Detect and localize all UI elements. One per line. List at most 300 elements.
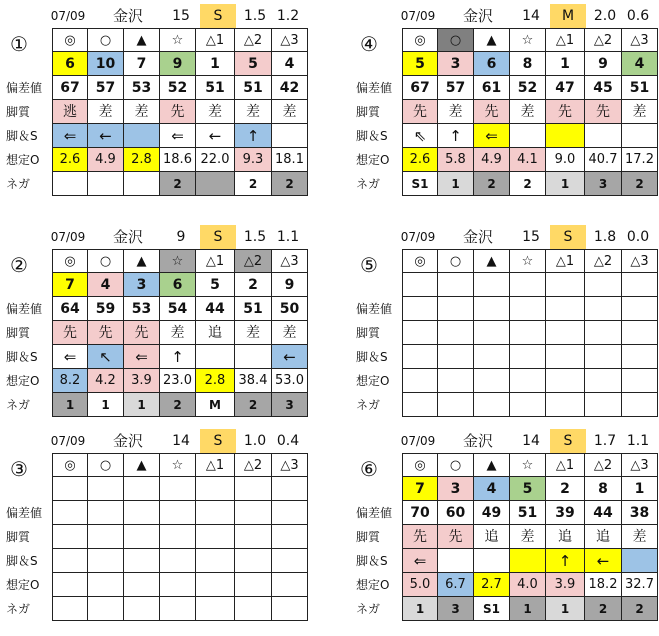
- cell-kyaku: 先: [160, 100, 196, 124]
- cell-arrows: [510, 549, 546, 573]
- header-date: 07/09: [50, 434, 86, 448]
- cell-nums: 7: [402, 477, 438, 501]
- cell-kyaku: 先: [402, 525, 438, 549]
- cell-odds: [585, 369, 622, 393]
- cell-kyaku: [402, 321, 438, 345]
- cell-hensa: [160, 501, 196, 525]
- cell-hensa: [52, 501, 88, 525]
- row-label: 想定O: [356, 578, 390, 592]
- cell-nega: [438, 393, 474, 417]
- cell-arrows: [510, 345, 546, 369]
- row-label: 想定O: [356, 374, 390, 388]
- row-label: ネガ: [356, 177, 381, 191]
- header-date: 07/09: [400, 434, 436, 448]
- cell-odds: 9.3: [235, 148, 272, 172]
- cell-odds: [546, 369, 585, 393]
- cell-kyaku: 先: [88, 321, 124, 345]
- race-panel: [350, 225, 659, 425]
- cell-symbols: ☆: [160, 249, 196, 273]
- cell-kyaku: [235, 525, 272, 549]
- cell-symbols: △2: [235, 249, 272, 273]
- cell-nega: [88, 597, 124, 621]
- cell-symbols: △1: [546, 249, 585, 273]
- cell-symbols: △2: [585, 249, 622, 273]
- cell-nums: 1: [546, 52, 585, 76]
- cell-kyaku: 差: [510, 100, 546, 124]
- cell-nega: [402, 393, 438, 417]
- cell-odds: 2.7: [474, 573, 510, 597]
- panel-number: ②: [10, 253, 28, 277]
- cell-odds: 32.7: [622, 573, 658, 597]
- header-date: 07/09: [400, 9, 436, 23]
- cell-symbols: ▲: [124, 453, 160, 477]
- cell-kyaku: 先: [585, 100, 622, 124]
- cell-odds: 4.9: [474, 148, 510, 172]
- header-venue: 金沢: [112, 228, 143, 246]
- cell-nums: 5: [402, 52, 438, 76]
- header-v1: 1.5: [243, 229, 267, 245]
- cell-symbols: ◎: [402, 453, 438, 477]
- cell-arrows: [474, 549, 510, 573]
- cell-odds: 8.2: [52, 369, 88, 393]
- cell-arrows: ←: [272, 345, 308, 369]
- cell-arrows: ⇖: [402, 124, 438, 148]
- cell-odds: [235, 573, 272, 597]
- cell-nega: [585, 393, 622, 417]
- row-label: 脚＆S: [6, 129, 38, 143]
- cell-nega: [52, 597, 88, 621]
- cell-kyaku: 先: [474, 100, 510, 124]
- cell-symbols: △1: [546, 28, 585, 52]
- header-label: S: [200, 225, 236, 249]
- cell-arrows: [196, 345, 235, 369]
- cell-kyaku: 差: [510, 525, 546, 549]
- cell-nums: 4: [272, 52, 308, 76]
- cell-kyaku: 差: [622, 525, 658, 549]
- header-count: 14: [172, 433, 190, 449]
- cell-odds: 2.8: [196, 369, 235, 393]
- cell-nums: 9: [160, 52, 196, 76]
- cell-arrows: [272, 549, 308, 573]
- header-v1: 1.8: [593, 229, 617, 245]
- cell-hensa: 49: [474, 501, 510, 525]
- cell-arrows: [546, 124, 585, 148]
- cell-nums: 2: [546, 477, 585, 501]
- cell-hensa: 60: [438, 501, 474, 525]
- row-label: 脚＆S: [356, 129, 388, 143]
- cell-nums: 1: [622, 477, 658, 501]
- cell-symbols: ○: [438, 453, 474, 477]
- cell-symbols: △2: [585, 28, 622, 52]
- cell-arrows: [438, 345, 474, 369]
- cell-hensa: 61: [474, 76, 510, 100]
- cell-hensa: 70: [402, 501, 438, 525]
- row-label: 偏差値: [356, 506, 393, 520]
- row-label: 脚質: [6, 530, 31, 544]
- cell-odds: 2.6: [402, 148, 438, 172]
- cell-nums: 6: [474, 52, 510, 76]
- cell-arrows: ⇐: [402, 549, 438, 573]
- cell-kyaku: 先: [402, 100, 438, 124]
- cell-hensa: 51: [196, 76, 235, 100]
- cell-symbols: △1: [546, 453, 585, 477]
- cell-kyaku: 追: [546, 525, 585, 549]
- cell-kyaku: [474, 321, 510, 345]
- cell-kyaku: 追: [196, 321, 235, 345]
- cell-nums: [88, 477, 124, 501]
- cell-nums: [438, 273, 474, 297]
- cell-hensa: 67: [52, 76, 88, 100]
- cell-arrows: [622, 549, 658, 573]
- cell-kyaku: 差: [235, 100, 272, 124]
- row-label: 偏差値: [356, 81, 393, 95]
- cell-nums: 4: [88, 273, 124, 297]
- cell-nums: [160, 477, 196, 501]
- header-date: 07/09: [50, 9, 86, 23]
- row-label: ネガ: [6, 602, 31, 616]
- cell-hensa: [546, 297, 585, 321]
- cell-kyaku: [52, 525, 88, 549]
- cell-hensa: 47: [546, 76, 585, 100]
- cell-symbols: ☆: [510, 249, 546, 273]
- cell-arrows: [622, 345, 658, 369]
- row-label: ネガ: [356, 602, 381, 616]
- cell-nums: 5: [235, 52, 272, 76]
- cell-hensa: [124, 501, 160, 525]
- cell-nega: 1: [438, 172, 474, 196]
- cell-hensa: 52: [510, 76, 546, 100]
- cell-hensa: 57: [438, 76, 474, 100]
- row-label: 脚質: [356, 105, 381, 119]
- header-venue: 金沢: [462, 228, 493, 246]
- cell-symbols: ◎: [52, 249, 88, 273]
- row-label: 想定O: [6, 153, 40, 167]
- row-label: 偏差値: [6, 506, 43, 520]
- row-label: ネガ: [356, 398, 381, 412]
- cell-nums: [474, 273, 510, 297]
- cell-nega: 3: [585, 172, 622, 196]
- cell-nega: 2: [272, 172, 308, 196]
- header-venue: 金沢: [462, 432, 493, 450]
- cell-odds: [52, 573, 88, 597]
- cell-nega: [510, 393, 546, 417]
- header-date: 07/09: [50, 230, 86, 244]
- cell-symbols: ○: [88, 453, 124, 477]
- cell-odds: 18.2: [585, 573, 622, 597]
- cell-kyaku: 逃: [52, 100, 88, 124]
- cell-arrows: ⇐: [52, 124, 88, 148]
- cell-hensa: [510, 297, 546, 321]
- cell-symbols: ☆: [510, 453, 546, 477]
- cell-symbols: ◎: [52, 453, 88, 477]
- cell-arrows: [585, 124, 622, 148]
- cell-symbols: ◎: [402, 28, 438, 52]
- cell-hensa: 59: [88, 297, 124, 321]
- cell-symbols: ☆: [160, 453, 196, 477]
- cell-odds: 3.9: [124, 369, 160, 393]
- header-v1: 1.5: [243, 8, 267, 24]
- cell-nega: 2: [474, 172, 510, 196]
- cell-hensa: 44: [585, 501, 622, 525]
- cell-nums: 2: [235, 273, 272, 297]
- header-count: 14: [522, 433, 540, 449]
- cell-arrows: [402, 345, 438, 369]
- cell-hensa: [196, 501, 235, 525]
- cell-nums: 7: [52, 273, 88, 297]
- row-label: 脚質: [356, 326, 381, 340]
- cell-hensa: 51: [235, 297, 272, 321]
- cell-nega: 2: [622, 597, 658, 621]
- row-label: 想定O: [356, 153, 390, 167]
- cell-arrows: [474, 345, 510, 369]
- cell-kyaku: 先: [546, 100, 585, 124]
- cell-symbols: △1: [196, 249, 235, 273]
- cell-hensa: 51: [235, 76, 272, 100]
- cell-odds: 40.7: [585, 148, 622, 172]
- cell-hensa: 51: [510, 501, 546, 525]
- cell-symbols: ○: [88, 249, 124, 273]
- cell-nums: 4: [622, 52, 658, 76]
- cell-nega: 2: [160, 393, 196, 417]
- cell-hensa: 53: [124, 76, 160, 100]
- header-v1: 1.7: [593, 433, 617, 449]
- cell-odds: 23.0: [160, 369, 196, 393]
- cell-kyaku: [88, 525, 124, 549]
- cell-nums: [510, 273, 546, 297]
- cell-nega: S1: [402, 172, 438, 196]
- race-panel: [0, 225, 310, 425]
- cell-symbols: ▲: [474, 453, 510, 477]
- cell-odds: 5.0: [402, 573, 438, 597]
- row-label: 脚質: [6, 105, 31, 119]
- cell-nums: 8: [585, 477, 622, 501]
- cell-kyaku: [585, 321, 622, 345]
- cell-odds: 4.2: [88, 369, 124, 393]
- cell-arrows: ↑: [546, 549, 585, 573]
- row-label: 脚＆S: [356, 350, 388, 364]
- cell-symbols: △3: [622, 28, 658, 52]
- cell-hensa: 57: [88, 76, 124, 100]
- cell-nums: 9: [272, 273, 308, 297]
- cell-odds: 18.6: [160, 148, 196, 172]
- header-venue: 金沢: [112, 432, 143, 450]
- cell-odds: [510, 369, 546, 393]
- cell-nums: [124, 477, 160, 501]
- cell-hensa: [88, 501, 124, 525]
- cell-nums: [272, 477, 308, 501]
- cell-kyaku: [124, 525, 160, 549]
- cell-arrows: [160, 549, 196, 573]
- cell-arrows: ⇐: [52, 345, 88, 369]
- cell-kyaku: [510, 321, 546, 345]
- cell-symbols: △3: [272, 453, 308, 477]
- row-label: 脚質: [6, 326, 31, 340]
- cell-symbols: △3: [622, 249, 658, 273]
- cell-arrows: [585, 345, 622, 369]
- cell-nums: 6: [52, 52, 88, 76]
- header-v2: 1.2: [276, 8, 300, 24]
- row-label: ネガ: [6, 177, 31, 191]
- cell-hensa: [585, 297, 622, 321]
- cell-hensa: 53: [124, 297, 160, 321]
- row-label: 脚＆S: [6, 554, 38, 568]
- cell-kyaku: 差: [272, 321, 308, 345]
- panel-number: ⑥: [360, 457, 378, 481]
- cell-kyaku: [438, 321, 474, 345]
- cell-hensa: 44: [196, 297, 235, 321]
- row-label: 偏差値: [6, 81, 43, 95]
- cell-hensa: 64: [52, 297, 88, 321]
- row-label: 偏差値: [6, 302, 43, 316]
- cell-nega: [272, 597, 308, 621]
- cell-nega: 1: [402, 597, 438, 621]
- cell-kyaku: [272, 525, 308, 549]
- cell-hensa: [235, 501, 272, 525]
- cell-nums: 3: [438, 52, 474, 76]
- cell-kyaku: 差: [124, 100, 160, 124]
- cell-symbols: ▲: [474, 249, 510, 273]
- cell-nums: 1: [196, 52, 235, 76]
- cell-nums: 7: [124, 52, 160, 76]
- cell-hensa: 42: [272, 76, 308, 100]
- cell-nega: [160, 597, 196, 621]
- header-label: S: [550, 429, 586, 453]
- header-count: 14: [522, 8, 540, 24]
- cell-kyaku: 差: [88, 100, 124, 124]
- cell-odds: 6.7: [438, 573, 474, 597]
- cell-odds: [196, 573, 235, 597]
- cell-nega: 2: [585, 597, 622, 621]
- cell-hensa: [402, 297, 438, 321]
- race-panel: [350, 429, 659, 629]
- cell-nega: [235, 597, 272, 621]
- cell-arrows: ⇐: [474, 124, 510, 148]
- cell-hensa: 54: [160, 297, 196, 321]
- cell-hensa: [474, 297, 510, 321]
- cell-hensa: [272, 501, 308, 525]
- cell-nega: [124, 172, 160, 196]
- cell-symbols: ▲: [124, 249, 160, 273]
- cell-nega: 1: [88, 393, 124, 417]
- cell-arrows: [546, 345, 585, 369]
- header-v1: 2.0: [593, 8, 617, 24]
- cell-nega: 2: [235, 172, 272, 196]
- cell-arrows: [124, 549, 160, 573]
- cell-kyaku: 先: [438, 525, 474, 549]
- cell-odds: 18.1: [272, 148, 308, 172]
- cell-kyaku: [546, 321, 585, 345]
- cell-arrows: ←: [585, 549, 622, 573]
- cell-kyaku: 先: [52, 321, 88, 345]
- cell-nums: [622, 273, 658, 297]
- cell-nega: M: [196, 393, 235, 417]
- header-v2: 0.4: [276, 433, 300, 449]
- cell-arrows: ⇐: [160, 124, 196, 148]
- cell-nega: 2: [510, 172, 546, 196]
- header-count: 15: [522, 229, 540, 245]
- cell-nums: 3: [124, 273, 160, 297]
- cell-arrows: [438, 549, 474, 573]
- cell-symbols: △1: [196, 453, 235, 477]
- cell-odds: 4.9: [88, 148, 124, 172]
- cell-odds: 9.0: [546, 148, 585, 172]
- cell-arrows: ↑: [160, 345, 196, 369]
- row-label: ネガ: [6, 398, 31, 412]
- cell-symbols: △1: [196, 28, 235, 52]
- header-label: M: [550, 4, 586, 28]
- header-label: S: [550, 225, 586, 249]
- cell-arrows: [52, 549, 88, 573]
- race-panel: [0, 4, 310, 204]
- cell-hensa: 50: [272, 297, 308, 321]
- cell-arrows: [196, 549, 235, 573]
- cell-arrows: ↑: [438, 124, 474, 148]
- header-date: 07/09: [400, 230, 436, 244]
- cell-kyaku: 差: [160, 321, 196, 345]
- cell-symbols: ☆: [160, 28, 196, 52]
- cell-symbols: ◎: [52, 28, 88, 52]
- cell-nega: [124, 597, 160, 621]
- cell-nega: 3: [438, 597, 474, 621]
- cell-nums: 6: [160, 273, 196, 297]
- cell-odds: 2.6: [52, 148, 88, 172]
- row-label: 脚＆S: [6, 350, 38, 364]
- cell-hensa: 51: [622, 76, 658, 100]
- cell-kyaku: 差: [438, 100, 474, 124]
- cell-odds: [272, 573, 308, 597]
- cell-kyaku: [622, 321, 658, 345]
- cell-nums: 9: [585, 52, 622, 76]
- cell-hensa: 45: [585, 76, 622, 100]
- cell-odds: [160, 573, 196, 597]
- cell-odds: [474, 369, 510, 393]
- cell-odds: 2.8: [124, 148, 160, 172]
- cell-nums: [402, 273, 438, 297]
- cell-arrows: ⇐: [124, 345, 160, 369]
- header-label: S: [200, 429, 236, 453]
- cell-symbols: ☆: [510, 28, 546, 52]
- row-label: 脚質: [356, 530, 381, 544]
- cell-hensa: 38: [622, 501, 658, 525]
- cell-odds: 53.0: [272, 369, 308, 393]
- cell-odds: [438, 369, 474, 393]
- cell-nums: 5: [510, 477, 546, 501]
- cell-arrows: [272, 124, 308, 148]
- row-label: 想定O: [6, 374, 40, 388]
- cell-arrows: [88, 549, 124, 573]
- cell-symbols: △2: [235, 28, 272, 52]
- race-panel: [350, 4, 659, 204]
- cell-symbols: ○: [88, 28, 124, 52]
- cell-nega: 2: [622, 172, 658, 196]
- cell-arrows: [235, 549, 272, 573]
- cell-nums: [235, 477, 272, 501]
- cell-nega: [88, 172, 124, 196]
- cell-odds: 17.2: [622, 148, 658, 172]
- race-panel: [0, 429, 310, 629]
- header-venue: 金沢: [112, 7, 143, 25]
- cell-kyaku: 先: [124, 321, 160, 345]
- cell-odds: 22.0: [196, 148, 235, 172]
- cell-arrows: ↖: [88, 345, 124, 369]
- cell-nega: [474, 393, 510, 417]
- panel-number: ⑤: [360, 253, 378, 277]
- cell-kyaku: [196, 525, 235, 549]
- cell-nums: [546, 273, 585, 297]
- cell-nums: [196, 477, 235, 501]
- cell-nums: [585, 273, 622, 297]
- cell-hensa: 67: [402, 76, 438, 100]
